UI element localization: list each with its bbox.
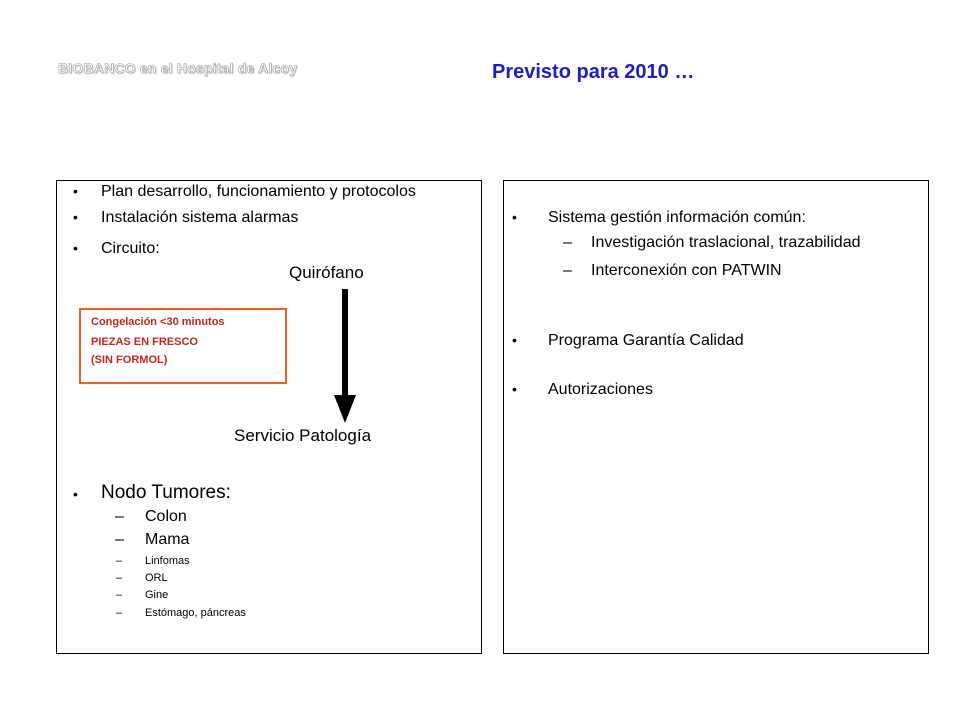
down-arrow-icon — [334, 289, 356, 423]
nodo-tumores-label: Nodo Tumores: — [101, 482, 231, 503]
dash: – — [563, 234, 572, 251]
tumor-linfomas: Linfomas — [145, 555, 190, 567]
alarmas-item: Instalación sistema alarmas — [101, 209, 299, 226]
tumor-mama: Mama — [145, 531, 190, 548]
dash: – — [116, 607, 123, 619]
right-panel — [503, 180, 929, 654]
note-line: Congelación <30 minutos — [91, 316, 225, 328]
note-line: PIEZAS EN FRESCO — [91, 336, 198, 348]
bullet: • — [512, 332, 517, 348]
tumor-colon: Colon — [145, 508, 187, 525]
left-panel — [56, 180, 482, 654]
dash: – — [115, 531, 124, 548]
freezing-note — [79, 308, 287, 384]
autorizaciones-item: Autorizaciones — [548, 381, 653, 398]
slide-title: Previsto para 2010 … — [492, 61, 695, 83]
tumor-orl: ORL — [145, 572, 168, 584]
circuito-item: Circuito: — [101, 240, 160, 257]
bullet: • — [512, 209, 517, 225]
note-line: (SIN FORMOL) — [91, 354, 168, 366]
circuit-to: Servicio Patología — [234, 426, 372, 445]
bullet: • — [73, 209, 78, 225]
bullet: • — [73, 486, 78, 502]
plan-item: Plan desarrollo, funcionamiento y protocolos — [101, 183, 416, 200]
dash: – — [116, 589, 123, 601]
dash: – — [116, 555, 123, 567]
dash: – — [563, 262, 572, 279]
bullet: • — [73, 240, 78, 256]
sub-item-investigacion: Investigación traslacional, trazabilidad — [591, 234, 861, 251]
sistema-item: Sistema gestión información común: — [548, 209, 806, 226]
watermark-title: BIOBANCO en el Hospital de Alcoy — [58, 60, 298, 76]
sub-item-patwin: Interconexión con PATWIN — [591, 262, 782, 279]
dash: – — [115, 508, 124, 525]
circuit-from: Quirófano — [289, 263, 364, 282]
tumor-estomago: Estómago, páncreas — [145, 607, 246, 619]
bullet: • — [512, 381, 517, 397]
bullet: • — [73, 183, 78, 199]
calidad-item: Programa Garantía Calidad — [548, 332, 744, 349]
dash: – — [116, 572, 123, 584]
tumor-gine: Gine — [145, 589, 169, 601]
